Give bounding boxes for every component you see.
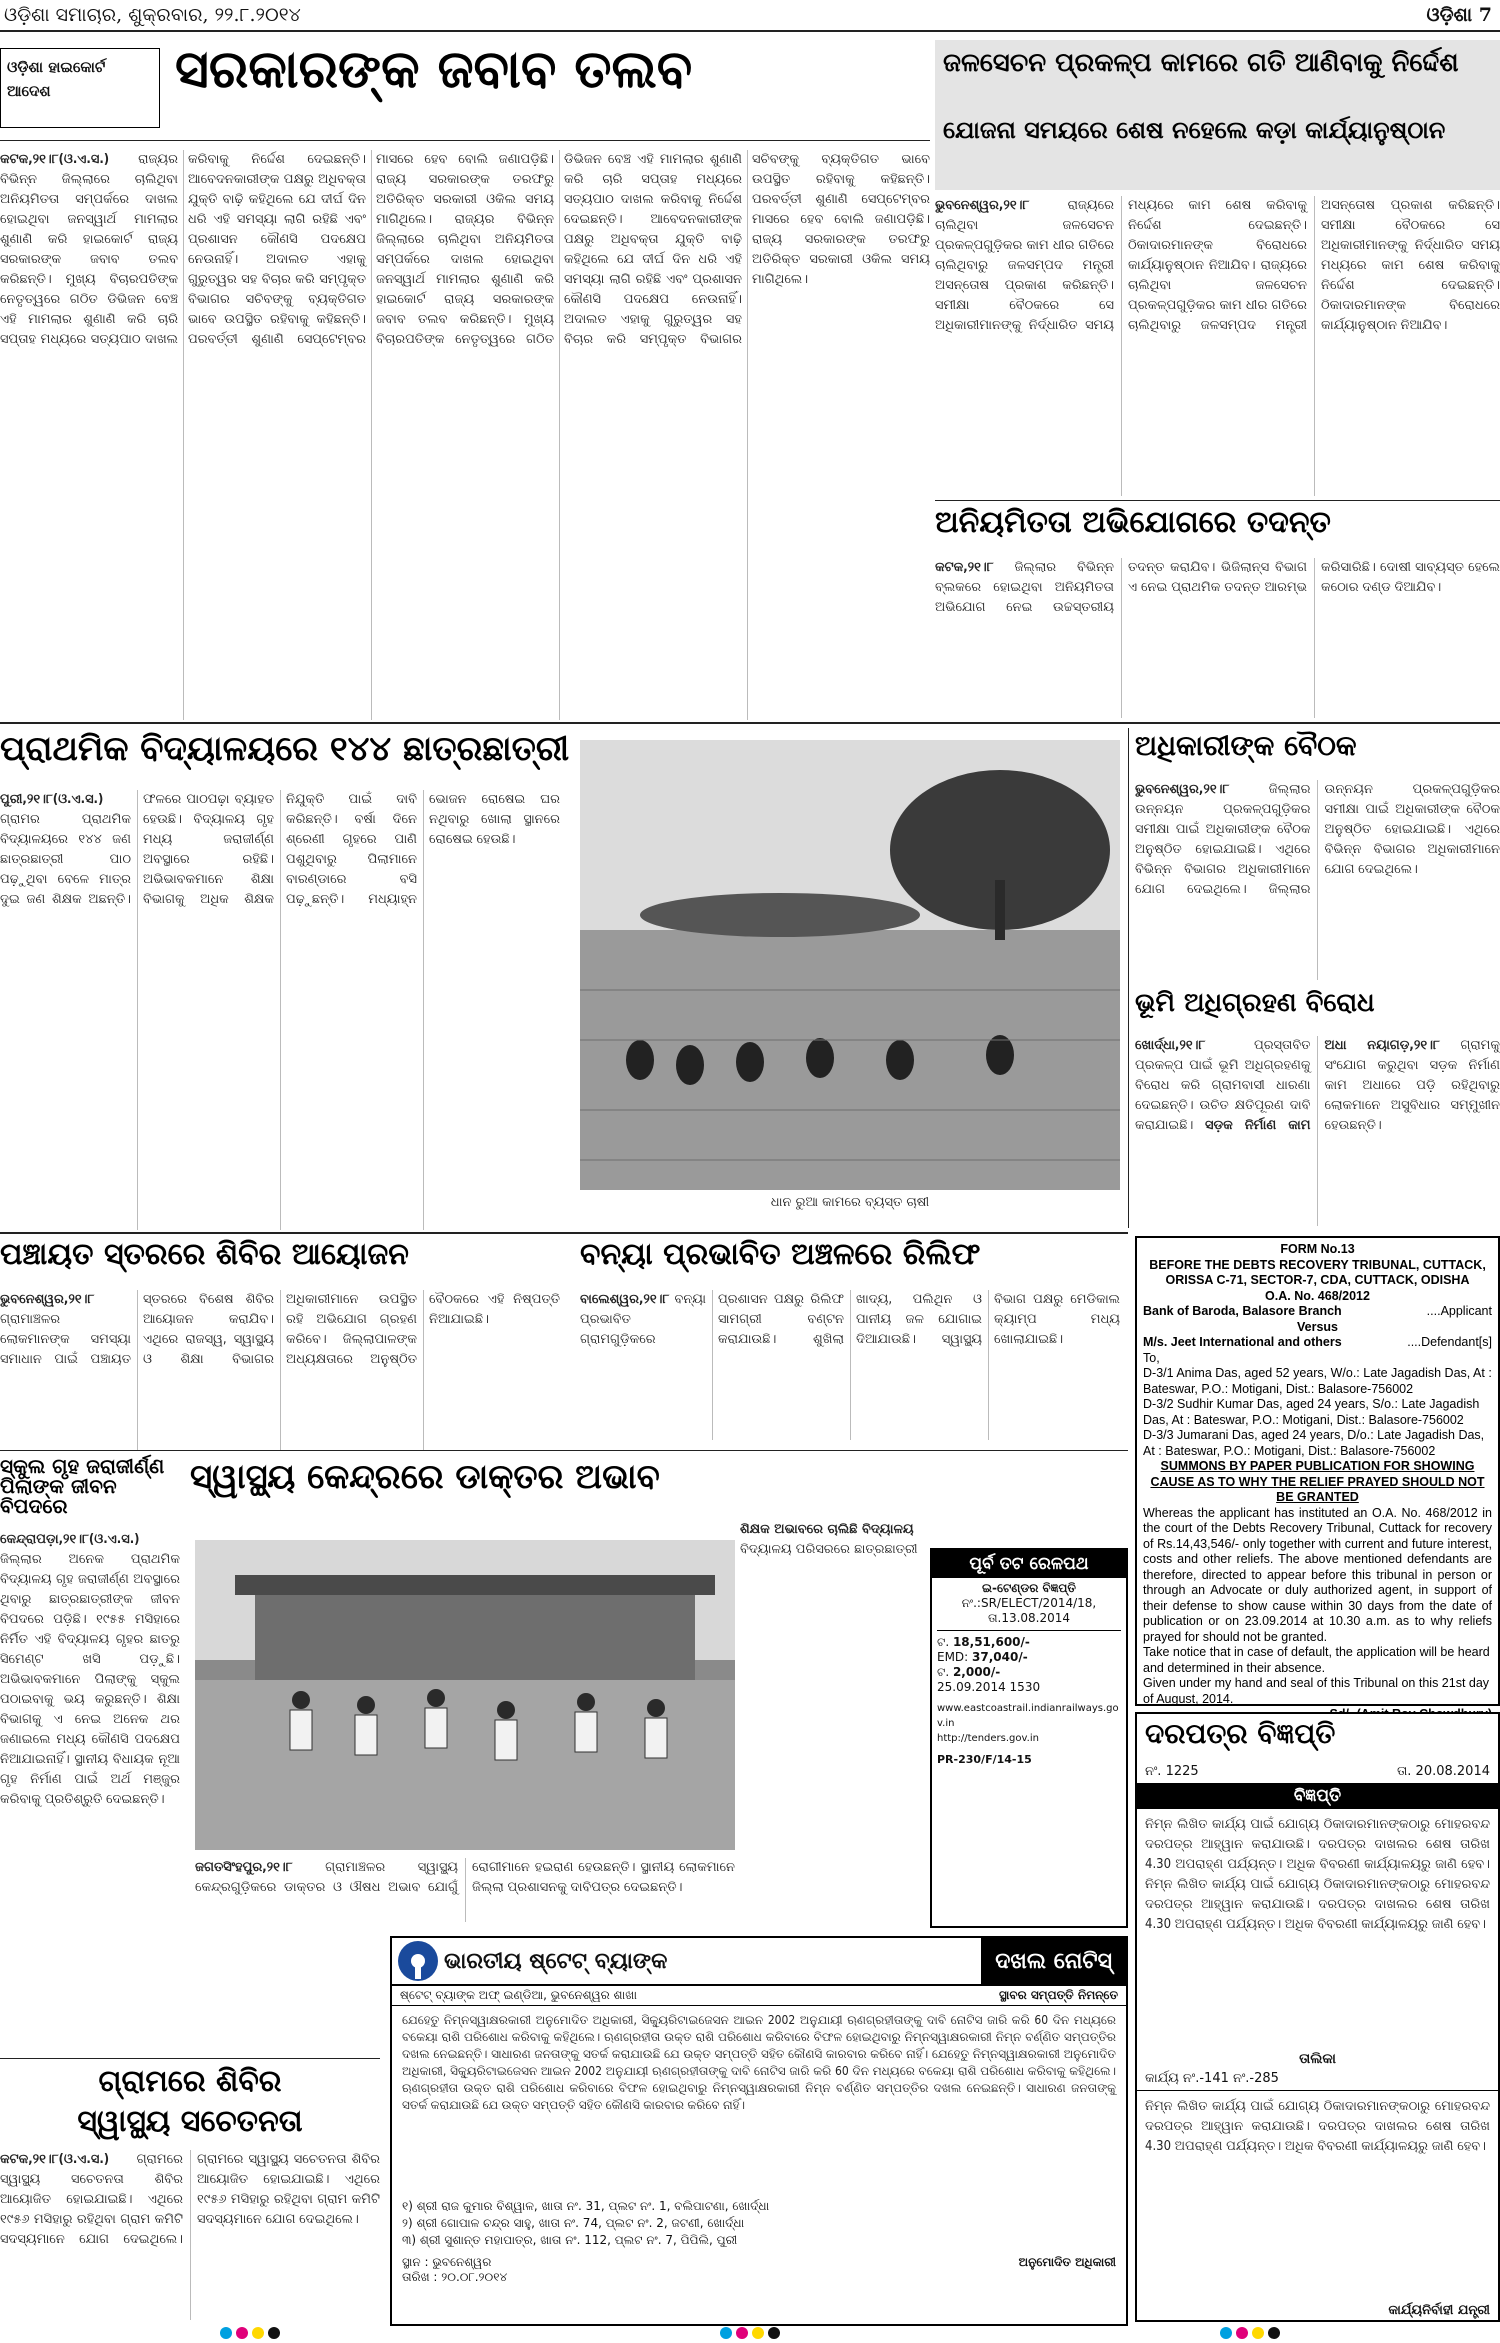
sbi-ad-items bbox=[392, 2198, 1126, 2249]
article4-headline: ଅନିୟମିତତା ଅଭିଯୋଗରେ ତଦନ୍ତ bbox=[935, 508, 1500, 552]
legal-applicant-name: Bank of Baroda, Balasore Branch bbox=[1143, 1304, 1342, 1318]
rail-ad-ref: ନଂ.:SR/ELECT/2014/18, ତା.13.08.2014 bbox=[937, 1596, 1121, 1626]
legal-oa: O.A. No. 468/2012 bbox=[1143, 1289, 1492, 1305]
legal-to: To, bbox=[1143, 1351, 1492, 1367]
tender-sign: କାର୍ଯ୍ୟନିର୍ବାହୀ ଯନ୍ତ୍ରୀ bbox=[1137, 2303, 1498, 2318]
right-mid-headline-3: ସଡ଼କ ନିର୍ମାଣ କାମ ଅଧା bbox=[1205, 1038, 1347, 1133]
article2-text: ଗ୍ରାମାଞ୍ଚଳର ଲୋକମାନଙ୍କ ସମସ୍ୟା ସମାଧାନ ପାଇଁ ପଞ୍ଚାୟତ ସ୍ତରରେ ବିଶେଷ ଶିବିର ଆୟୋଜନ କରାଯିବ। ଏଥିରେ ରାଜସ୍ୱ, ସ୍ୱାସ୍ଥ୍ୟ ଓ ଶିକ୍ଷା ବିଭାଗର ଅଧିକାରୀମାନେ ଉପସ୍ଥିତ ରହି ଅଭିଯୋଗ ଗ୍ରହଣ କରିବେ। ଜିଲ୍ଲାପାଳଙ୍କ ଅଧ୍ୟକ୍ଷତାରେ ଅନୁଷ୍ଠିତ ବୈଠକରେ ଏହି ନିଷ୍ପତ୍ତି ନିଆଯାଇଛି। bbox=[0, 1292, 560, 1367]
article4-dateline: କଟକ,୨୧।୮ bbox=[935, 560, 994, 575]
page-folio bbox=[0, 0, 1500, 30]
topright-header bbox=[935, 40, 1500, 190]
photo-feature-dateline: ପୁରୀ,୨୧।୮(ଓ.ଏ.ସ.) bbox=[0, 792, 103, 807]
tender-text: ନିମ୍ନ ଲିଖିତ କାର୍ଯ୍ୟ ପାଇଁ ଯୋଗ୍ୟ ଠିକାଦାରମାନଙ୍କଠାରୁ ମୋହରବନ୍ଦ ଦରପତ୍ର ଆହ୍ୱାନ କରାଯାଉଛି। ଦରପତ୍ର ଦାଖଲର ଶେଷ ତାରିଖ 4.30 ଅପରାହ୍ଣ ପର୍ଯ୍ୟନ୍ତ। ଅଧିକ ବିବରଣୀ କାର୍ଯ୍ୟାଳୟରୁ ଜାଣି ହେବ। bbox=[1145, 1817, 1490, 1872]
article4-body bbox=[935, 558, 1500, 718]
bottom-left-dateline: କେନ୍ଦ୍ରାପଡ଼ା,୨୧।୮(ଓ.ଏ.ସ.) bbox=[0, 1532, 140, 1547]
article5-text: ଗ୍ରାମାଞ୍ଚଳର ସ୍ୱାସ୍ଥ୍ୟ କେନ୍ଦ୍ରଗୁଡ଼ିକରେ ଡାକ୍ତର ଓ ଔଷଧ ଅଭାବ ଯୋଗୁଁ ରୋଗୀମାନେ ହଇରାଣ ହେଉଛନ୍ତି। ସ୍ଥାନୀୟ ଲୋକମାନେ ଜିଲ୍ଲା ପ୍ରଶାସନକୁ ଦାବିପତ୍ର ଦେଇଛନ୍ତି। bbox=[195, 1860, 735, 1895]
legal-d2: D-3/2 Sudhir Kumar Das, aged 24 years, S/o.: Late Jagadish Das, At : Bateswar, P.O.: Motigani, Dist.: Balasore-756002 bbox=[1143, 1397, 1492, 1428]
topright-text: ରାଜ୍ୟରେ ଚାଲିଥିବା ଜଳସେଚନ ପ୍ରକଳ୍ପଗୁଡ଼ିକର କାମ ଧୀର ଗତିରେ ଚାଲିଥିବାରୁ ଜଳସମ୍ପଦ ମନ୍ତ୍ରୀ ଅସନ୍ତୋଷ ପ୍ରକାଶ କରିଛନ୍ତି। ସମୀକ୍ଷା ବୈଠକରେ ସେ ଅଧିକାରୀମାନଙ୍କୁ ନିର୍ଦ୍ଧାରିତ ସମୟ ମଧ୍ୟରେ କାମ ଶେଷ କରିବାକୁ ନିର୍ଦ୍ଦେଶ ଦେଇଛନ୍ତି। ଠିକାଦାରମାନଙ୍କ ବିରୋଧରେ କାର୍ଯ୍ୟାନୁଷ୍ଠାନ ନିଆଯିବ। bbox=[935, 198, 1307, 333]
rail-ad-amount: 18,51,600/- bbox=[953, 1635, 1030, 1649]
registration-dot-group bbox=[218, 2324, 282, 2343]
right-mid-dateline-1: ଭୁବନେଶ୍ୱର,୨୧।୮ bbox=[1135, 782, 1229, 797]
sbi-item-2: ୨) ଶ୍ରୀ ଗୋପାଳ ଚନ୍ଦ୍ର ସାହୁ, ଖାତା ନଂ. 74, ପ୍ଲଟ ନଂ. 2, ଜଟଣୀ, ଖୋର୍ଦ୍ଧା bbox=[402, 2215, 1116, 2232]
tender-body-2 bbox=[1137, 2091, 1498, 2303]
drt-legal-notice bbox=[1135, 1236, 1500, 1706]
right-mid-headline-2: ଭୂମି ଅଧିଗ୍ରହଣ ବିରୋଧ bbox=[1135, 990, 1500, 1030]
registration-marks bbox=[0, 2324, 1500, 2338]
registration-dot bbox=[236, 2327, 248, 2339]
registration-dot bbox=[736, 2327, 748, 2339]
article4-rule bbox=[935, 500, 1500, 501]
school-photo-side-text bbox=[740, 1520, 920, 1920]
rail-ad-site2: http://tenders.gov.in bbox=[937, 1731, 1121, 1746]
lead-dateline: କଟକ,୨୧।୮(ଓ.ଏ.ସ.) bbox=[0, 152, 109, 167]
right-mid-headline-1: ଅଧିକାରୀଙ୍କ ବୈଠକ bbox=[1135, 732, 1500, 776]
article4-text: ଜିଲ୍ଲାର ବିଭିନ୍ନ ବ୍ଲକରେ ହୋଇଥିବା ଅନିୟମିତତା ଅଭିଯୋଗ ନେଇ ଉଚ୍ଚସ୍ତରୀୟ ତଦନ୍ତ କରାଯିବ। ଭିଜିଲାନ୍ସ ବିଭାଗ ଏ ନେଇ ପ୍ରାଥମିକ ତଦନ୍ତ ଆରମ୍ଭ କରିସାରିଛି। ଦୋଷୀ ସାବ୍ୟସ୍ତ ହେଲେ କଠୋର ଦଣ୍ଡ ଦିଆଯିବ। bbox=[935, 560, 1500, 615]
right-mid-body-1 bbox=[1135, 780, 1500, 980]
sbi-item-1: ୧) ଶ୍ରୀ ରାଜ କୁମାର ବିଶ୍ୱାଳ, ଖାତା ନଂ. 31, ପ୍ଲଟ ନଂ. 1, ବଲିପାଟଣା, ଖୋର୍ଦ୍ଧା bbox=[402, 2198, 1116, 2215]
rail-ad-amount-row: ଟ. 18,51,600/- bbox=[937, 1630, 1121, 1650]
registration-dot-group bbox=[718, 2324, 782, 2343]
small-article-headline-1: ଗ୍ରାମରେ ଶିବିର bbox=[0, 2062, 380, 2102]
right-mid-text-3: ଗ୍ରାମକୁ ସଂଯୋଗ କରୁଥିବା ସଡ଼କ ନିର୍ମାଣ କାମ ଅଧାରେ ପଡ଼ି ରହିଥିବାରୁ ଲୋକମାନେ ଅସୁବିଧାର ସମ୍ମୁଖୀନ ହେଉଛନ୍ତି। bbox=[1325, 1038, 1500, 1133]
section-rule-2 bbox=[0, 1232, 1128, 1234]
registration-dot bbox=[268, 2327, 280, 2339]
rail-ad-title: ପୂର୍ବ ତଟ ରେଳପଥ bbox=[932, 1550, 1126, 1578]
lead-text: ରାଜ୍ୟର ବିଭିନ୍ନ ଜିଲ୍ଲାରେ ଚାଲିଥିବା ଅନିୟମିତତା ସମ୍ପର୍କରେ ଦାଖଲ ହୋଇଥିବା ଜନସ୍ୱାର୍ଥ ମାମଲାର ଶୁଣାଣି କରି ହାଇକୋର୍ଟ ରାଜ୍ୟ ସରକାରଙ୍କ ଜବାବ ତଲବ କରିଛନ୍ତି। ମୁଖ୍ୟ ବିଚାରପତିଙ୍କ ନେତୃତ୍ୱରେ ଗଠିତ ଡିଭିଜନ ବେଞ୍ଚ ଏହି ମାମଲାର ଶୁଣାଣି କରି ଚାରି ସପ୍ତାହ ମଧ୍ୟରେ ସତ୍ୟପାଠ ଦାଖଲ କରିବାକୁ ନିର୍ଦ୍ଦେଶ ଦେଇଛନ୍ତି। ଆବେଦନକାରୀଙ୍କ ପକ୍ଷରୁ ଅଧିବକ୍ତା ଯୁକ୍ତି ବାଢ଼ି କହିଥିଲେ ଯେ ଦୀର୍ଘ ଦିନ ଧରି ଏହି ସମସ୍ୟା ଲାଗି ରହିଛି ଏବଂ ପ୍ରଶାସନ କୌଣସି ପଦକ୍ଷେପ ନେଉନାହିଁ। ଅଦାଲତ ଏହାକୁ ଗୁରୁତ୍ୱର ସହ ବିଚାର କରି ସମ୍ପୃକ୍ତ ବିଭାଗର ସଚିବଙ୍କୁ ବ୍ୟକ୍ତିଗତ ଭାବେ ଉପସ୍ଥିତ ରହିବାକୁ କହିଛନ୍ତି। ପରବର୍ତ୍ତୀ ଶୁଣାଣି ସେପ୍ଟେମ୍ବର ମାସରେ ହେବ ବୋଲି ଜଣାପଡ଼ିଛି। ରାଜ୍ୟ ସରକାରଙ୍କ ତରଫରୁ ଅତିରିକ୍ତ ସରକାରୀ ଓକିଲ ସମୟ ମାଗିଥିଲେ। bbox=[0, 152, 554, 347]
tender-subhead: ବିଜ୍ଞପ୍ତି bbox=[1137, 1783, 1498, 1809]
legal-heading: BEFORE THE DEBTS RECOVERY TRIBUNAL, CUTTACK, ORISSA C-71, SECTOR-7, CDA, CUTTACK, ODISHA bbox=[1143, 1258, 1492, 1289]
article3-headline: ବନ୍ୟା ପ୍ରଭାବିତ ଅଞ୍ଚଳରେ ରିଲିଫ bbox=[580, 1240, 1120, 1284]
page-number: 7 bbox=[1479, 4, 1492, 26]
legal-defendant-role: ....Defendant[s] bbox=[1407, 1335, 1492, 1351]
folio-paper-date: ଓଡ଼ିଶା ସମାଚାର, ଶୁକ୍ରବାର, ୨୨.୮.୨୦୧୪ bbox=[4, 4, 301, 26]
small-article-headline-2: ସ୍ୱାସ୍ଥ୍ୟ ସଚେତନତା bbox=[0, 2102, 380, 2142]
topright-headline-2: ଯୋଜନା ସମୟରେ ଶେଷ ନହେଲେ କଡ଼ା କାର୍ଯ୍ୟାନୁଷ୍ଠାନ bbox=[943, 118, 1493, 168]
sbi-text-cont: ଯେହେତୁ ନିମ୍ନସ୍ୱାକ୍ଷରକାରୀ ଅନୁମୋଦିତ ଅଧିକାରୀ, ସିକ୍ୟୁରିଟାଇଜେସନ ଆଇନ 2002 ଅନୁଯାୟୀ ଋଣଗ୍ରହୀତାଙ୍କୁ ଦାବି ନୋଟିସ ଜାରି କରି 60 ଦିନ ମଧ୍ୟରେ ବକେୟା ରାଶି ପରିଶୋଧ କରିବାକୁ କହିଥିଲେ। ଋଣଗ୍ରହୀତା ଉକ୍ତ ରାଶି ପରିଶୋଧ କରିବାରେ ବିଫଳ ହୋଇଥିବାରୁ ନିମ୍ନସ୍ୱାକ୍ଷରକାରୀ ନିମ୍ନ ବର୍ଣ୍ଣିତ ସମ୍ପତ୍ତିର ଦଖଲ ନେଇଛନ୍ତି। ସାଧାରଣ ଜନତାଙ୍କୁ ସତର୍କ କରାଯାଉଛି ଯେ ଉକ୍ତ ସମ୍ପତ୍ତି ସହିତ କୌଣସି କାରବାର କରିବେ ନାହିଁ। bbox=[402, 2047, 1116, 2112]
rail-ad-sub: ଇ-ଟେଣ୍ଡର ବିଜ୍ଞପ୍ତି bbox=[937, 1581, 1121, 1596]
sbi-sub: ସ୍ଥାବର ସମ୍ପତ୍ତି ନିମନ୍ତେ bbox=[999, 1988, 1118, 2003]
photo-feature-text: ଗ୍ରାମର ପ୍ରାଥମିକ ବିଦ୍ୟାଳୟରେ ୧୪୪ ଜଣ ଛାତ୍ରଛାତ୍ରୀ ପାଠ ପଢ଼ୁଥିବା ବେଳେ ମାତ୍ର ଦୁଇ ଜଣ ଶିକ୍ଷକ ଅଛନ୍ତି। ଫଳରେ ପାଠପଢ଼ା ବ୍ୟାହତ ହେଉଛି। ବିଦ୍ୟାଳୟ ଗୃହ ମଧ୍ୟ ଜରାଜୀର୍ଣ୍ଣ ଅବସ୍ଥାରେ ରହିଛି। ଅଭିଭାବକମାନେ ଶିକ୍ଷା ବିଭାଗକୁ ଅଧିକ ଶିକ୍ଷକ ନିଯୁକ୍ତି ପାଇଁ ଦାବି କରିଛନ୍ତି। ବର୍ଷା ଦିନେ ଶ୍ରେଣୀ ଗୃହରେ ପାଣି ପଶୁଥିବାରୁ ପିଲାମାନେ ବାରଣ୍ଡାରେ ବସି ପଢ଼ୁଛନ୍ତି। ମଧ୍ୟାହ୍ନ ଭୋଜନ ରୋଷେଇ ଘର ନଥିବାରୁ ଖୋଲା ସ୍ଥାନରେ ରୋଷେଇ ହେଉଛି। bbox=[0, 792, 560, 907]
tender-notice-box bbox=[1135, 1712, 1500, 2322]
sbi-ad-body bbox=[392, 2006, 1126, 2198]
school-photo-caption: ବିଦ୍ୟାଳୟ ପରିସରରେ ଛାତ୍ରଛାତ୍ରୀ bbox=[740, 1540, 920, 1560]
right-mid-dateline-2: ଖୋର୍ଦ୍ଧା,୨୧।୮ bbox=[1135, 1038, 1205, 1053]
article2-body bbox=[0, 1290, 560, 1450]
right-mid-dateline-3: ନୟାଗଡ଼,୨୧।୮ bbox=[1367, 1038, 1440, 1053]
registration-dot bbox=[220, 2327, 232, 2339]
right-mid-text-1b: ଜିଲ୍ଲାର ଉନ୍ନୟନ ପ୍ରକଳ୍ପଗୁଡ଼ିକର ସମୀକ୍ଷା ପାଇଁ ଅଧିକାରୀଙ୍କ ବୈଠକ ଅନୁଷ୍ଠିତ ହୋଇଯାଇଛି। ଏଥିରେ ବିଭିନ୍ନ ବିଭାଗର ଅଧିକାରୀମାନେ ଯୋଗ ଦେଇଥିଲେ। bbox=[1269, 782, 1500, 897]
rail-ad-emd: 37,040/- bbox=[972, 1650, 1028, 1664]
rail-ad-time: 1530 bbox=[1010, 1680, 1041, 1694]
folio-section-page bbox=[1427, 4, 1493, 26]
right-mid-body-2 bbox=[1135, 1036, 1500, 1226]
small-article-dateline: କଟକ,୨୧।୮(ଓ.ଏ.ସ.) bbox=[0, 2152, 109, 2167]
tender-no: ନଂ. 1225 bbox=[1145, 1764, 1199, 1779]
photo-feature-headline: ପ୍ରାଥମିକ ବିଦ୍ୟାଳୟରେ ୧୪୪ ଛାତ୍ରଛାତ୍ରୀ bbox=[0, 732, 560, 782]
registration-dot-group bbox=[1218, 2324, 1282, 2343]
sbi-ad-subrow bbox=[392, 1986, 1126, 2006]
rail-ad-site1: www.eastcoastrail.indianrailways.gov.in bbox=[937, 1701, 1121, 1731]
legal-applicant bbox=[1143, 1304, 1492, 1320]
article5-dateline: ଜଗତସିଂହପୁର,୨୧।୮ bbox=[195, 1860, 293, 1875]
farm-photo-illustration bbox=[580, 740, 1120, 1190]
registration-dot bbox=[1236, 2327, 1248, 2339]
legal-summons: SUMMONS BY PAPER PUBLICATION FOR SHOWING CAUSE AS TO WHY THE RELIEF PRAYED SHOULD NOT BE GRANTED bbox=[1143, 1459, 1492, 1506]
bottom-left-body bbox=[0, 1530, 180, 2050]
sbi-date: ତାରିଖ : ୨୦.୦୮.୨୦୧୪ bbox=[402, 2270, 507, 2285]
rail-ad-code: PR-230/F/14-15 bbox=[937, 1752, 1121, 1767]
tender-title: ଦରପତ୍ର ବିଜ୍ଞପ୍ତି bbox=[1137, 1714, 1498, 1764]
legal-d1: D-3/1 Anima Das, aged 52 years, W/o.: Late Jagadish Das, At : Bateswar, P.O.: Motigani, Dist.: Balasore-756002 bbox=[1143, 1366, 1492, 1397]
school-photo-headline: ଶିକ୍ଷକ ଅଭାବରେ ଚାଲିଛି ବିଦ୍ୟାଳୟ bbox=[740, 1522, 914, 1537]
legal-defendant bbox=[1143, 1335, 1492, 1351]
legal-d3: D-3/3 Jumarani Das, aged 24 years, D/o.: Late Jagadish Das, At : Bateswar, P.O.: Motigani, Dist.: Balasore-756002 bbox=[1143, 1428, 1492, 1459]
legal-applicant-role: ....Applicant bbox=[1427, 1304, 1492, 1320]
farm-photo bbox=[580, 740, 1120, 1190]
legal-para2: Take notice that in case of default, the application will be heard and determined in their absence. bbox=[1143, 1645, 1492, 1676]
topright-headline-1: ଜଳସେଚନ ପ୍ରକଳ୍ପ କାମରେ ଗତି ଆଣିବାକୁ ନିର୍ଦ୍ଦେଶ bbox=[943, 50, 1493, 100]
registration-dot bbox=[1220, 2327, 1232, 2339]
bottom-left-text: ଜିଲ୍ଲାର ଅନେକ ପ୍ରାଥମିକ ବିଦ୍ୟାଳୟ ଗୃହ ଜରାଜୀର୍ଣ୍ଣ ଅବସ୍ଥାରେ ଥିବାରୁ ଛାତ୍ରଛାତ୍ରୀଙ୍କ ଜୀବନ ବିପଦରେ ପଡ଼ିଛି। ୧୯୫୫ ମସିହାରେ ନିର୍ମିତ ଏହି ବିଦ୍ୟାଳୟ ଗୃହର ଛାତରୁ ସିମେଣ୍ଟ ଖସି ପଡ଼ୁଛି। ଅଭିଭାବକମାନେ ପିଲାଙ୍କୁ ସ୍କୁଲ ପଠାଇବାକୁ ଭୟ କରୁଛନ୍ତି। ଶିକ୍ଷା ବିଭାଗକୁ ଏ ନେଇ ଅନେକ ଥର ଜଣାଇଲେ ମଧ୍ୟ କୌଣସି ପଦକ୍ଷେପ ନିଆଯାଇନାହିଁ। ସ୍ଥାନୀୟ ବିଧାୟକ ନୂଆ ଗୃହ ନିର୍ମାଣ ପାଇଁ ଅର୍ଥ ମଞ୍ଜୁର କରିବାକୁ ପ୍ରତିଶ୍ରୁତି ଦେଇଛନ୍ତି। bbox=[0, 1552, 180, 1807]
sbi-ad-header bbox=[392, 1938, 1126, 1986]
tender-meta bbox=[1137, 1764, 1498, 1783]
legal-para3: Given under my hand and seal of this Tribunal on this 21st day of August, 2014. bbox=[1143, 1676, 1492, 1707]
sbi-ad-title: ଦଖଲ ନୋଟିସ୍ bbox=[981, 1938, 1126, 1984]
right-mid-text-2: ପ୍ରସ୍ତାବିତ ପ୍ରକଳ୍ପ ପାଇଁ ଭୂମି ଅଧିଗ୍ରହଣକୁ ବିରୋଧ କରି ଗ୍ରାମବାସୀ ଧାରଣା ଦେଇଛନ୍ତି। ଉଚିତ କ୍ଷତିପୂରଣ ଦାବି କରାଯାଇଛି। bbox=[1135, 1038, 1311, 1133]
rail-ad-emd-row: EMD: 37,040/- bbox=[937, 1650, 1121, 1665]
registration-dot bbox=[752, 2327, 764, 2339]
article3-body bbox=[580, 1290, 1120, 1440]
registration-dot bbox=[720, 2327, 732, 2339]
tender-body bbox=[1137, 1809, 1498, 2051]
tender-list: କାର୍ଯ୍ୟ ନଂ.-141 ନଂ.-285 bbox=[1137, 2067, 1498, 2091]
folio-section: ଓଡ଼ିଶା bbox=[1427, 4, 1473, 26]
rail-ad-cost-row: ଟ. 2,000/- bbox=[937, 1665, 1121, 1680]
sbi-branch: ଷ୍ଟେଟ୍ ବ୍ୟାଙ୍କ ଅଫ୍ ଇଣ୍ଡିଆ, ଭୁବନେଶ୍ୱର ଶାଖା bbox=[400, 1988, 637, 2003]
lead-rule bbox=[0, 140, 930, 141]
section-rule-3 bbox=[0, 1450, 1128, 1451]
right-mid-text-1: ଜିଲ୍ଲାର ଉନ୍ନୟନ ପ୍ରକଳ୍ପଗୁଡ଼ିକର ସମୀକ୍ଷା ପାଇଁ ଅଧିକାରୀଙ୍କ ବୈଠକ ଅନୁଷ୍ଠିତ ହୋଇଯାଇଛି। ଏଥିରେ ବିଭିନ୍ନ ବିଭାଗର ଅଧିକାରୀମାନେ ଯୋଗ ଦେଇଥିଲେ। bbox=[1135, 782, 1311, 897]
folio-rule bbox=[0, 30, 1500, 32]
school-photo bbox=[195, 1540, 735, 1850]
school-photo-illustration bbox=[195, 1540, 735, 1850]
legal-form: FORM No.13 bbox=[1143, 1242, 1492, 1258]
article2-dateline: ଭୁବନେଶ୍ୱର,୨୧।୮ bbox=[0, 1292, 94, 1307]
topright-text-cont: ରାଜ୍ୟରେ ଚାଲିଥିବା ଜଳସେଚନ ପ୍ରକଳ୍ପଗୁଡ଼ିକର କାମ ଧୀର ଗତିରେ ଚାଲିଥିବାରୁ ଜଳସମ୍ପଦ ମନ୍ତ୍ରୀ ଅସନ୍ତୋଷ ପ୍ରକାଶ କରିଛନ୍ତି। ସମୀକ୍ଷା ବୈଠକରେ ସେ ଅଧିକାରୀମାନଙ୍କୁ ନିର୍ଦ୍ଧାରିତ ସମୟ ମଧ୍ୟରେ କାମ ଶେଷ କରିବାକୁ ନିର୍ଦ୍ଦେଶ ଦେଇଛନ୍ତି। ଠିକାଦାରମାନଙ୍କ ବିରୋଧରେ କାର୍ଯ୍ୟାନୁଷ୍ଠାନ ନିଆଯିବ। bbox=[1128, 198, 1500, 333]
registration-dot bbox=[1252, 2327, 1264, 2339]
lead-kicker: ଓଡ଼ିଶା ହାଇକୋର୍ଟ ଆଦେଶ bbox=[0, 48, 160, 128]
lead-headline: ସରକାରଙ୍କ ଜବାବ ତଲବ bbox=[175, 44, 930, 134]
small-article-headline bbox=[0, 2062, 380, 2142]
tender-table-head: ତାଲିକା bbox=[1137, 2051, 1498, 2067]
article3-dateline: ବାଲେଶ୍ୱର,୨୧।୮ bbox=[580, 1292, 669, 1307]
sbi-text: ଯେହେତୁ ନିମ୍ନସ୍ୱାକ୍ଷରକାରୀ ଅନୁମୋଦିତ ଅଧିକାରୀ, ସିକ୍ୟୁରିଟାଇଜେସନ ଆଇନ 2002 ଅନୁଯାୟୀ ଋଣଗ୍ରହୀତାଙ୍କୁ ଦାବି ନୋଟିସ ଜାରି କରି 60 ଦିନ ମଧ୍ୟରେ ବକେୟା ରାଶି ପରିଶୋଧ କରିବାକୁ କହିଥିଲେ। ଋଣଗ୍ରହୀତା ଉକ୍ତ ରାଶି ପରିଶୋଧ କରିବାରେ ବିଫଳ ହୋଇଥିବାରୁ ନିମ୍ନସ୍ୱାକ୍ଷରକାରୀ ନିମ୍ନ ବର୍ଣ୍ଣିତ ସମ୍ପତ୍ତିର ଦଖଲ ନେଇଛନ୍ତି। ସାଧାରଣ ଜନତାଙ୍କୁ ସତର୍କ କରାଯାଉଛି ଯେ ଉକ୍ତ ସମ୍ପତ୍ତି ସହିତ କୌଣସି କାରବାର କରିବେ ନାହିଁ। bbox=[402, 2013, 1116, 2061]
section-rule-4 bbox=[0, 2058, 380, 2059]
sbi-ad-footer bbox=[392, 2249, 1126, 2291]
sbi-logo-text: ଭାରତୀୟ ଷ୍ଟେଟ୍ ବ୍ୟାଙ୍କ bbox=[444, 1948, 981, 1974]
registration-dot bbox=[1268, 2327, 1280, 2339]
article5-headline: ସ୍ୱାସ୍ଥ୍ୟ କେନ୍ଦ୍ରରେ ଡାକ୍ତର ଅଭାବ bbox=[190, 1460, 925, 1510]
topright-body bbox=[935, 196, 1500, 496]
right-mid-divider bbox=[1128, 728, 1129, 1228]
bottom-left-headline-2: ପିଲାଙ୍କ ଜୀବନ ବିପଦରେ bbox=[0, 1476, 180, 1516]
article5-body bbox=[195, 1858, 735, 1922]
legal-defendant-name: M/s. Jeet International and others bbox=[1143, 1335, 1342, 1349]
article3-text: ବନ୍ୟା ପ୍ରଭାବିତ ଗ୍ରାମଗୁଡ଼ିକରେ ପ୍ରଶାସନ ପକ୍ଷରୁ ରିଲିଫ ସାମଗ୍ରୀ ବଣ୍ଟନ କରାଯାଉଛି। ଶୁଖିଲା ଖାଦ୍ୟ, ପଲିଥିନ ଓ ପାନୀୟ ଜଳ ଯୋଗାଇ ଦିଆଯାଉଛି। ସ୍ୱାସ୍ଥ୍ୟ ବିଭାଗ ପକ୍ଷରୁ ମେଡିକାଲ କ୍ୟାମ୍ପ ମଧ୍ୟ ଖୋଲାଯାଇଛି। bbox=[580, 1292, 1120, 1347]
farm-photo-caption: ଧାନ ରୁଆ କାମରେ ବ୍ୟସ୍ତ ଚାଷୀ bbox=[580, 1194, 1120, 1234]
legal-para1: Whereas the applicant has instituted an O.A. No. 468/2012 in the court of the Debts Recovery Tribunal, Cuttack for recovery of Rs.14,43,546/- only together with current and future interest, costs and other reliefs. The above mentioned defendants are therefore, directed to appear before this tribunal in person or through an Advocate or duly authorized agent, in support of their defense to show cause within 30 days from the date of publication or on 23.09.2014 at 10.30 a.m. as to why reliefs prayed for should not be granted. bbox=[1143, 1506, 1492, 1646]
small-article-body bbox=[0, 2150, 380, 2320]
small-article-text: ଗ୍ରାମରେ ସ୍ୱାସ୍ଥ୍ୟ ସଚେତନତା ଶିବିର ଆୟୋଜିତ ହୋଇଯାଇଛି। ଏଥିରେ ୧୯୫୬ ମସିହାରୁ ରହିଥିବା ଗ୍ରାମ କମିଟି ସଦସ୍ୟମାନେ ଯୋଗ ଦେଇଥିଲେ। bbox=[0, 2152, 183, 2247]
railway-tender-ad bbox=[930, 1548, 1128, 1928]
section-rule-1 bbox=[0, 722, 1500, 724]
sbi-item-3: ୩) ଶ୍ରୀ ସୁଶାନ୍ତ ମହାପାତ୍ର, ଖାତା ନଂ. 112, ପ୍ଲଟ ନଂ. 7, ପିପିଲି, ପୁରୀ bbox=[402, 2232, 1116, 2249]
sbi-officer: ଅନୁମୋଦିତ ଅଧିକାରୀ bbox=[1019, 2255, 1116, 2285]
sbi-possession-notice bbox=[390, 1936, 1128, 2326]
rail-ad-date-row bbox=[937, 1680, 1121, 1695]
topright-dateline: ଭୁବନେଶ୍ୱର,୨୧।୮ bbox=[935, 198, 1029, 213]
tender-text-cont: ନିମ୍ନ ଲିଖିତ କାର୍ଯ୍ୟ ପାଇଁ ଯୋଗ୍ୟ ଠିକାଦାରମାନଙ୍କଠାରୁ ମୋହରବନ୍ଦ ଦରପତ୍ର ଆହ୍ୱାନ କରାଯାଉଛି। ଦରପତ୍ର ଦାଖଲର ଶେଷ ତାରିଖ 4.30 ଅପରାହ୍ଣ ପର୍ଯ୍ୟନ୍ତ। ଅଧିକ ବିବରଣୀ କାର୍ଯ୍ୟାଳୟରୁ ଜାଣି ହେବ। bbox=[1145, 1877, 1490, 1932]
sbi-place: ସ୍ଥାନ : ଭୁବନେଶ୍ୱର bbox=[402, 2255, 507, 2270]
lead-text-cont: ରାଜ୍ୟର ବିଭିନ୍ନ ଜିଲ୍ଲାରେ ଚାଲିଥିବା ଅନିୟମିତତା ସମ୍ପର୍କରେ ଦାଖଲ ହୋଇଥିବା ଜନସ୍ୱାର୍ଥ ମାମଲାର ଶୁଣାଣି କରି ହାଇକୋର୍ଟ ରାଜ୍ୟ ସରକାରଙ୍କ ଜବାବ ତଲବ କରିଛନ୍ତି। ମୁଖ୍ୟ ବିଚାରପତିଙ୍କ ନେତୃତ୍ୱରେ ଗଠିତ ଡିଭିଜନ ବେଞ୍ଚ ଏହି ମାମଲାର ଶୁଣାଣି କରି ଚାରି ସପ୍ତାହ ମଧ୍ୟରେ ସତ୍ୟପାଠ ଦାଖଲ କରିବାକୁ ନିର୍ଦ୍ଦେଶ ଦେଇଛନ୍ତି। ଆବେଦନକାରୀଙ୍କ ପକ୍ଷରୁ ଅଧିବକ୍ତା ଯୁକ୍ତି ବାଢ଼ି କହିଥିଲେ ଯେ ଦୀର୍ଘ ଦିନ ଧରି ଏହି ସମସ୍ୟା ଲାଗି ରହିଛି ଏବଂ ପ୍ରଶାସନ କୌଣସି ପଦକ୍ଷେପ ନେଉନାହିଁ। ଅଦାଲତ ଏହାକୁ ଗୁରୁତ୍ୱର ସହ ବିଚାର କରି ସମ୍ପୃକ୍ତ ବିଭାଗର ସଚିବଙ୍କୁ ବ୍ୟକ୍ତିଗତ ଭାବେ ଉପସ୍ଥିତ ରହିବାକୁ କହିଛନ୍ତି। ପରବର୍ତ୍ତୀ ଶୁଣାଣି ସେପ୍ଟେମ୍ବର ମାସରେ ହେବ ବୋଲି ଜଣାପଡ଼ିଛି। ରାଜ୍ୟ ସରକାରଙ୍କ ତରଫରୁ ଅତିରିକ୍ତ ସରକାରୀ ଓକିଲ ସମୟ ମାଗିଥିଲେ। bbox=[376, 152, 930, 347]
bottom-left-headline bbox=[0, 1456, 180, 1526]
photo-feature-body bbox=[0, 790, 560, 1230]
tender-text-2: ନିମ୍ନ ଲିଖିତ କାର୍ଯ୍ୟ ପାଇଁ ଯୋଗ୍ୟ ଠିକାଦାରମାନଙ୍କଠାରୁ ମୋହରବନ୍ଦ ଦରପତ୍ର ଆହ୍ୱାନ କରାଯାଉଛି। ଦରପତ୍ର ଦାଖଲର ଶେଷ ତାରିଖ 4.30 ଅପରାହ୍ଣ ପର୍ଯ୍ୟନ୍ତ। ଅଧିକ ବିବରଣୀ କାର୍ଯ୍ୟାଳୟରୁ ଜାଣି ହେବ। bbox=[1145, 2099, 1490, 2154]
tender-date: ତା. 20.08.2014 bbox=[1397, 1764, 1490, 1779]
registration-dot bbox=[252, 2327, 264, 2339]
lead-body bbox=[0, 150, 930, 720]
small-article-text-cont: ଗ୍ରାମରେ ସ୍ୱାସ୍ଥ୍ୟ ସଚେତନତା ଶିବିର ଆୟୋଜିତ ହୋଇଯାଇଛି। ଏଥିରେ ୧୯୫୬ ମସିହାରୁ ରହିଥିବା ଗ୍ରାମ କମିଟି ସଦସ୍ୟମାନେ ଯୋଗ ଦେଇଥିଲେ। bbox=[197, 2152, 380, 2227]
registration-dot bbox=[768, 2327, 780, 2339]
registration-dots bbox=[0, 2324, 1500, 2343]
rail-ad-cost: 2,000/- bbox=[953, 1665, 1000, 1679]
article2-headline: ପଞ୍ଚାୟତ ସ୍ତରରେ ଶିବିର ଆୟୋଜନ bbox=[0, 1240, 560, 1284]
legal-versus: Versus bbox=[1143, 1320, 1492, 1336]
sbi-logo-icon bbox=[398, 1941, 438, 1981]
lead-article bbox=[0, 40, 930, 720]
bottom-left-headline-1: ସ୍କୁଲ ଗୃହ ଜରାଜୀର୍ଣ୍ଣ bbox=[0, 1456, 180, 1476]
rail-ad-date: 25.09.2014 bbox=[937, 1680, 1006, 1694]
